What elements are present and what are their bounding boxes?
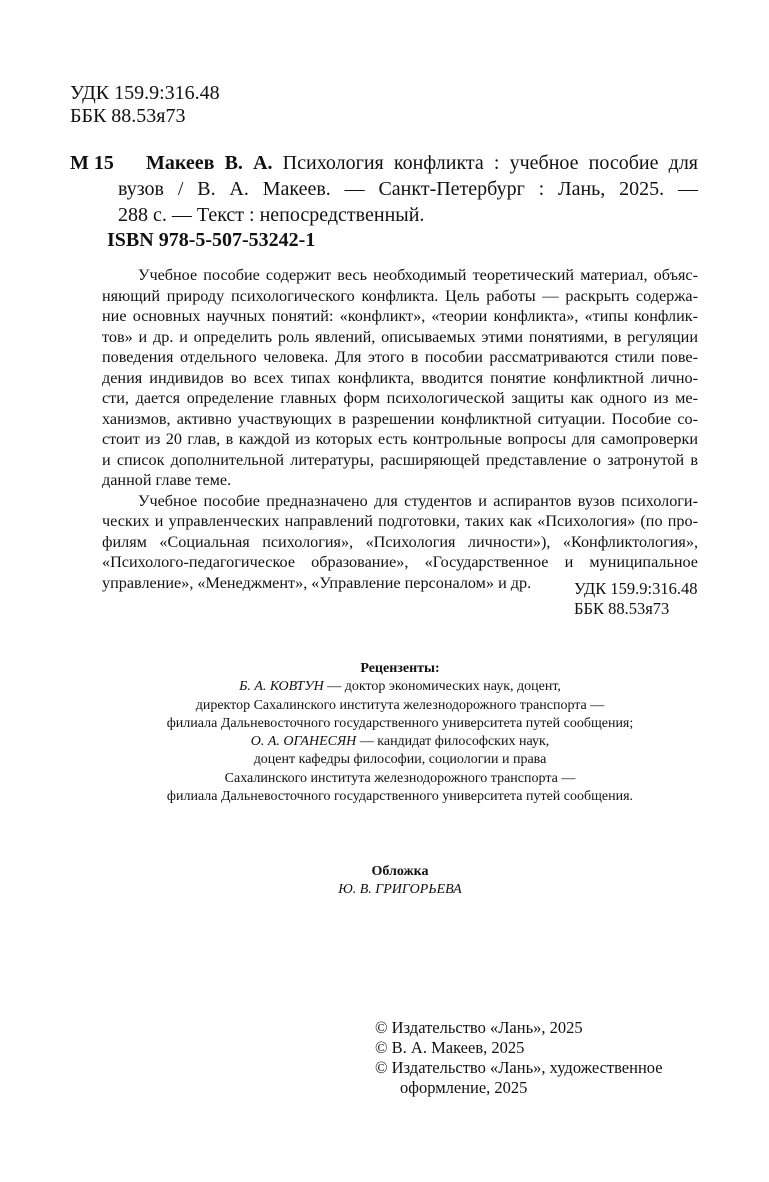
copyright-block (375, 1018, 663, 1098)
reviewer-2-title: — кандидат философских наук, (356, 734, 550, 750)
bibliographic-entry (118, 150, 698, 228)
reviewer-1-name: Б. А. КОВТУН (239, 679, 324, 695)
abstract-line: ческих и управленческих направлений подготовки, таких как «Психология» (по про- (102, 512, 698, 530)
abstract-line: «Психолого-педагогическое образование», «Государственное и муниципальное (102, 553, 698, 571)
author-mark: М 15 (70, 152, 114, 174)
abstract-line: данной главе теме. (102, 471, 232, 489)
udk-code-right: УДК 159.9:316.48 (574, 579, 698, 598)
abstract-line: стоит из 20 глав, в каждой из которых есть контрольные вопросы для самопроверки (102, 430, 698, 448)
reviewer-1-line-1 (102, 678, 698, 696)
abstract-line: сти, дается определение главных форм психологической защиты как одного из ме- (102, 389, 698, 407)
bbk-code-right: ББК 88.53я73 (574, 599, 670, 618)
reviewer-1-line-3: филиала Дальневосточного государственного университета путей сообщения; (166, 715, 634, 731)
cover-heading: Обложка (371, 864, 429, 879)
classification-header (70, 82, 220, 128)
abstract-line: Учебное пособие содержит весь необходимый теоретический материал, объяс- (138, 266, 698, 284)
abstract-line: поведения отдельного человека. Для этого в пособии рассматриваются стили пове- (102, 348, 698, 366)
abstract-line: филям «Социальная психология», «Психология личности»), «Конфликтология», (102, 532, 698, 551)
abstract-line: тов» и др. и определить роль явлений, описываемых этими понятиями, в регуляции (102, 327, 698, 346)
reviewers-heading: Рецензенты: (360, 661, 440, 676)
reviewers-block (102, 660, 698, 806)
udk-code: УДК 159.9:316.48 (70, 82, 220, 104)
author-name: Макеев В. А. (146, 152, 273, 174)
abstract-line: управление», «Менеджмент», «Управление персоналом» и др. (102, 573, 532, 592)
reviewer-2-name: О. А. ОГАНЕСЯН (250, 734, 357, 750)
abstract-line: няющий природу психологического конфликта. Цель работы — раскрыть содержа- (102, 286, 698, 305)
reviewer-2-line-1 (102, 733, 698, 751)
abstract-line: ханизмов, активно участвующих в разрешении конфликтной ситуации. Пособие со- (102, 409, 698, 428)
bib-line-3: 288 с. — Текст : непосредственный. (118, 204, 425, 226)
bib-line-1 (146, 150, 698, 176)
copyright-line: оформление, 2025 (400, 1078, 528, 1097)
bbk-code: ББК 88.53я73 (70, 105, 186, 127)
title-text: Психология конфликта : учебное пособие для (282, 152, 698, 174)
reviewer-2-line-3: Сахалинского института железнодорожного транспорта — (224, 770, 576, 786)
reviewer-1-title: — доктор экономических наук, доцент, (323, 679, 561, 695)
abstract-line: дения индивидов во всех типах конфликта, вводится понятие конфликтной лично- (102, 368, 698, 387)
copyright-line: © Издательство «Лань», 2025 (375, 1018, 583, 1037)
cover-credit (102, 863, 698, 900)
abstract-line: ние основных научных понятий: «конфликт», «теории конфликта», «типы конфлик- (102, 307, 698, 325)
copyright-line: © Издательство «Лань», художественное (375, 1058, 663, 1077)
abstract-line: Учебное пособие предназначено для студентов и аспирантов вузов психологи- (138, 491, 698, 510)
classification-footer (574, 579, 697, 619)
bib-line-2: вузов / В. А. Макеев. — Санкт-Петербург : Лань, 2025. — (118, 178, 698, 200)
abstract-line: и список дополнительной литературы, расширяющей представление о затронутой в (102, 450, 698, 469)
reviewer-2-line-2: доцент кафедры философии, социологии и права (253, 752, 547, 768)
reviewer-2-line-4: филиала Дальневосточного государственного университета путей сообщения. (166, 789, 634, 805)
abstract (102, 265, 698, 593)
reviewer-1-line-2: директор Сахалинского института железнодорожного транспорта — (195, 697, 605, 713)
cover-designer: Ю. В. ГРИГОРЬЕВА (338, 882, 462, 898)
copyright-line: © В. А. Макеев, 2025 (375, 1038, 525, 1057)
isbn: ISBN 978-5-507-53242-1 (107, 229, 316, 251)
